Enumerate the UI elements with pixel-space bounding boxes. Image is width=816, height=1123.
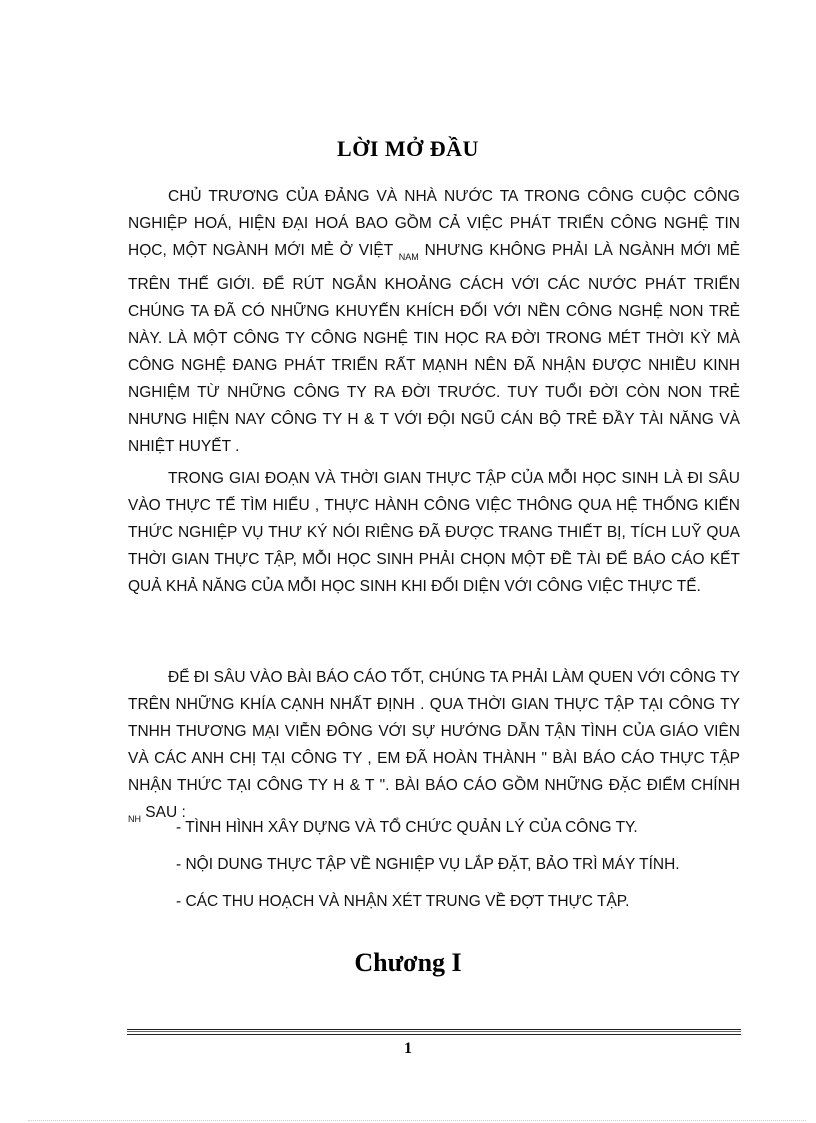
paragraph-text <box>128 183 740 460</box>
footer-double-rule <box>127 1029 741 1035</box>
page-title: LỜI MỞ ĐẦU <box>337 136 479 161</box>
paragraph-text: TRONG GIAI ĐOẠN VÀ THỜI GIAN THỰC TẬP CỦA MỖI HỌC SINH LÀ ĐI SÂU VÀO THỰC TẾ TÌM HIỂU , THỰC HÀNH CÔNG VIỆC THÔNG QUA HỆ THỐNG KIẾN THỨC NGHIỆP VỤ THƯ KÝ NÓI RIÊNG ĐÃ ĐƯỢC TRANG THIẾT BỊ, TÍCH LUỸ QUA THỜI GIAN THỰC TẬP, MỖI HỌC SINH PHẢI CHỌN MỘT ĐỀ TÀI ĐỂ BÁO CÁO KẾT QUẢ KHẢ NĂNG CỦA MỖI HỌC SINH KHI ĐỐI DIỆN VỚI CÔNG VIỆC THỰC TẾ. <box>128 470 740 595</box>
paragraph-text-part: SAU : <box>141 804 186 821</box>
list-item: - CÁC THU HOẠCH VÀ NHẬN XÉT TRUNG VỀ ĐỢT THỰC TẬP. <box>176 893 630 910</box>
page-number: 1 <box>404 1040 412 1057</box>
intro-paragraph-2 <box>128 465 740 600</box>
intro-paragraph-3 <box>128 664 740 833</box>
paragraph-text <box>128 664 740 833</box>
intro-paragraph-1 <box>128 183 740 460</box>
chapter-heading: Chương I <box>354 948 462 977</box>
list-item: - TÌNH HÌNH XÂY DỰNG VÀ TỔ CHỨC QUẢN LÝ CỦA CÔNG TY. <box>176 819 638 836</box>
content-list <box>176 814 736 925</box>
paragraph-text-part: CHỦ TRƯƠNG CỦA ĐẢNG VÀ NHÀ NƯỚC TA TRONG CÔNG CUỘC CÔNG NGHIỆP HOÁ, HIỆN ĐẠI HOÁ BAO GỒM CẢ VIỆC PHÁT TRIỂN CÔNG NGHỆ TIN HỌC, MỘT NGÀNH MỚI MẺ Ở VIỆT <box>128 188 740 259</box>
small-word: NAM <box>398 252 419 262</box>
small-word: NH <box>128 814 141 824</box>
page-bottom-edge <box>28 1120 806 1121</box>
paragraph-text-part: NHƯNG KHÔNG PHẢI LÀ NGÀNH MỚI MẺ TRÊN THẾ GIỚI. ĐỂ RÚT NGẮN KHOẢNG CÁCH VỚI CÁC NƯỚC PHÁT TRIỂN CHÚNG TA ĐÃ CÓ NHỮNG KHUYẾN KHÍCH ĐỐI VỚI NỀN CÔNG NGHỆ NON TRẺ NÀY. LÀ MỘT CÔNG TY CÔNG NGHỆ TIN HỌC RA ĐỜI TRONG MÉT THỜI KỲ MÀ CÔNG NGHỆ ĐANG PHÁT TRIỂN RẤT MẠNH NÊN ĐÃ NHẬN ĐƯỢC NHIỀU KINH NGHIỆM TỪ NHỮNG CÔNG TY RA ĐỜI TRƯỚC. TUY TUỔI ĐỜI CÒN NON TRẺ NHƯNG HIỆN NAY CÔNG TY H & T VỚI ĐỘI NGŨ CÁN BỘ TRẺ ĐẦY TÀI NĂNG VÀ NHIỆT HUYẾT . <box>128 242 740 455</box>
list-item: - NỘI DUNG THỰC TẬP VỀ NGHIỆP VỤ LẮP ĐẶT, BẢO TRÌ MÁY TÍNH. <box>176 856 680 873</box>
paragraph-text-part: ĐỂ ĐI SÂU VÀO BÀI BÁO CÁO TỐT, CHÚNG TA PHẢI LÀM QUEN VỚI CÔNG TY TRÊN NHỮNG KHÍA CẠNH NHẤT ĐỊNH . QUA THỜI GIAN THỰC TẬP TẠI CÔNG TY TNHH THƯƠNG MẠI VIỄN ĐÔNG VỚI SỰ HƯỚNG DẪN TẬN TÌNH CỦA GIÁO VIÊN VÀ CÁC ANH CHỊ TẠI CÔNG TY , EM ĐÃ HOÀN THÀNH " BÀI BÁO CÁO THỰC TẬP NHẬN THỨC TẠI CÔNG TY H & T ". BÀI BÁO CÁO GỒM NHỮNG ĐẶC ĐIỂM CHÍNH <box>128 669 740 794</box>
